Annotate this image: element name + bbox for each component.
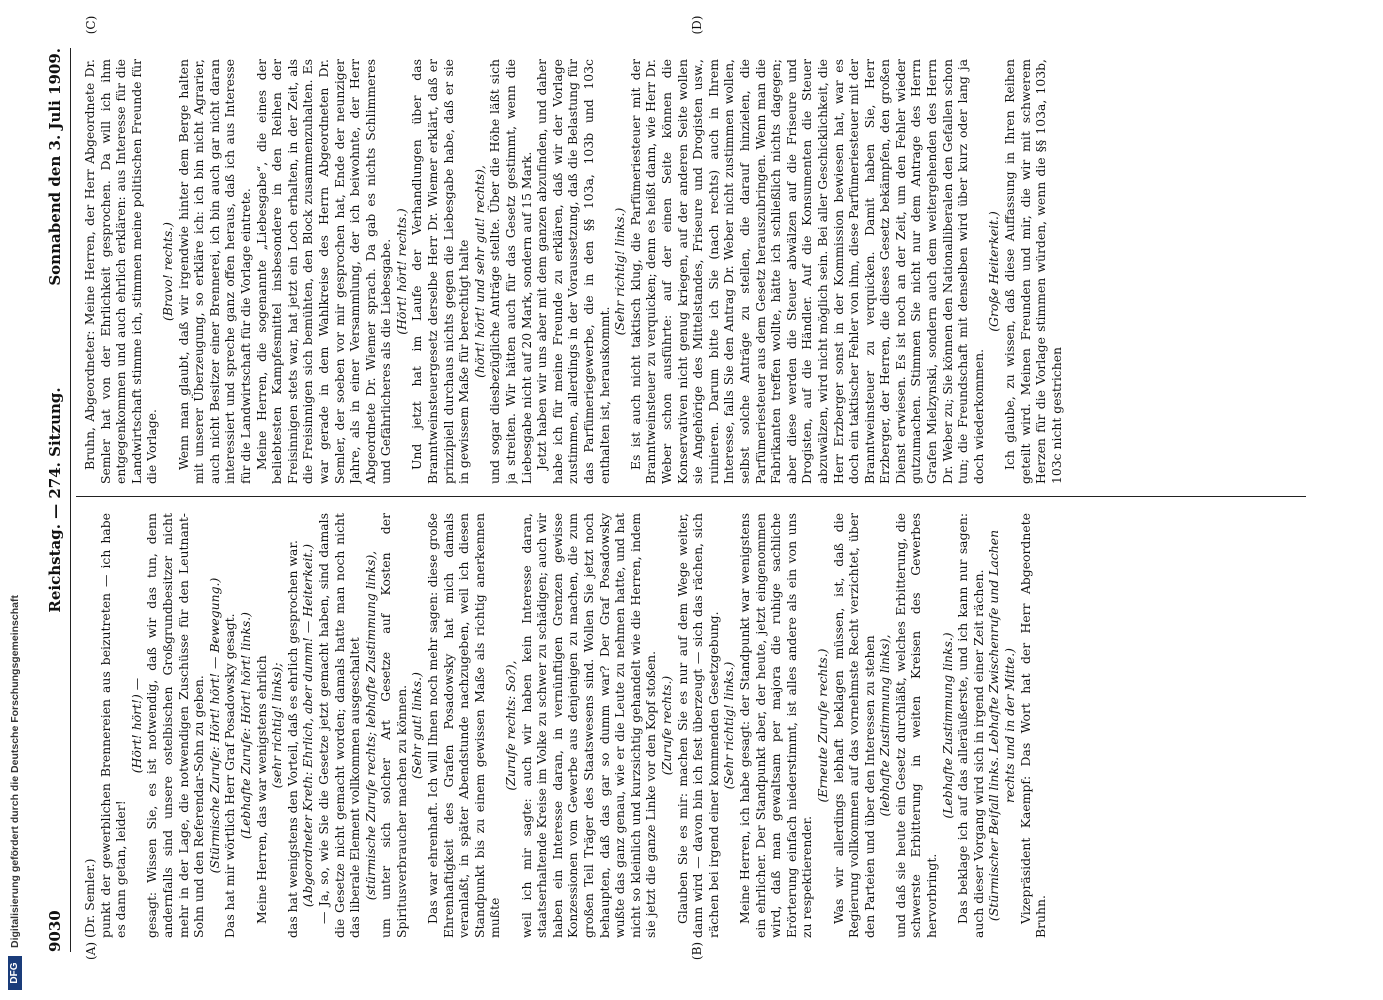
interjection: (Bravo! rechts.) [159, 222, 175, 321]
column-paragraph: (Dr. Semler.) [82, 858, 97, 938]
column-paragraph: Das beklage ich auf das alleräußerste, und ich kann nur sagen: auch dieser Vorgang wird sich in irgend einer Zeit rächen. [955, 513, 986, 938]
page-number: 9030 [46, 910, 64, 952]
column-paragraph: Wenn man glaubt, daß wir irgendwie hinter dem Berge halten mit unserer Überzeugung, so erkläre ich: ich bin nicht Agrarier, auch nicht Besitzer einer Brennerei, ich bin auch gar nicht daran interessiert und spreche ganz offen heraus, daß ich aus Interesse für die Landwirtschaft für die Vorlage eintrete. [175, 59, 253, 484]
interjection: (Lebhafte Zurufe: Hört! hört! links.) [237, 612, 253, 839]
column-paragraph: gesagt: Wissen Sie, es ist notwendig, daß wir das tun, denn andernfalls sind unsere ostelbischen Großgrundbesitzer nicht mehr in der Lage, die notwendigen Zuschüsse für den Leutnant-Sohn und den Referendar-Sohn zu geben. [144, 513, 207, 938]
interjection: (hört! hört! und sehr gut! rechts), [471, 165, 487, 378]
interjection: (Lebhafte Zustimmung links.) [939, 632, 955, 819]
interjection: (lebhafte Zustimmung links), [877, 634, 893, 817]
column-paragraph: Ich glaube, zu wissen, daß diese Auffassung in Ihren Reihen geteilt wird. Meinen Freunden und mir, die wir mit schwerem Herzen für die Vorlage stimmen würden, wenn die §§ 103a, 103b, 103c nicht gestrichen [1002, 59, 1064, 484]
column-paragraph: Glauben Sie es mir: machen Sie es nur auf dem Wege weiter, dann wird — davon bin ich fest überzeugt — sich das rächen, sich rächen bei irgend einer kommenden Gesetzgebung. [674, 513, 721, 938]
right-column [82, 59, 1302, 484]
column-paragraph: Meine Herren, ich habe gesagt: der Standpunkt war wenigstens ein ehrlicher. Der Standpunkt aber, der heute, jetzt eingenommen wird, daß man gewaltsam per majora die ruhige sachliche Erörterung einfach niederstimmt, ist alles andere als ein von uns zu respektierender. [736, 513, 815, 938]
interjection: (Zurufe rechts: So?), [503, 660, 519, 791]
page-date: Sonnabend den 3. Juli 1909. [46, 48, 64, 286]
column-paragraph: und sogar diesbezügliche Anträge stellte. Über die Höhe läßt sich ja streiten. Wir hätten auch für das Gesetz gestimmt, wenn die Liebesgabe nicht auf 20 Mark, sondern auf 15 Mark. [487, 59, 534, 484]
column-paragraph: Das war ehrenhaft. Ich will Ihnen noch mehr sagen: diese große Ehrenhaftigkeit des Grafen Posadowsky hat mich damals veranlaßt, in später Abendstunde nachzugeben, weil ich diesen Standpunkt bis zu einem gewissen Maße als richtig anerkennen mußte [425, 513, 503, 938]
interjection: (Sehr richtig! links.) [721, 661, 737, 790]
margin-mark-d: (D) [690, 15, 704, 35]
interjection: (Abgeordneter Kreth: Ehrlich, aber dumm! — Heiterkeit.) [300, 543, 316, 908]
dfg-logo: DFG [8, 956, 22, 990]
column-paragraph: Was wir allerdings lebhaft beklagen müssen, ist, daß die Regierung vollkommen auf das vornehmste Recht verzichtet, über den Parteien und über den Interessen zu stehen [830, 513, 877, 938]
column-paragraph: Vizepräsident Kaempf: Das Wort hat der Herr Abgeordnete Bruhn. [1017, 513, 1049, 938]
column-paragraph: um unter sich solcher Art Gesetze auf Kosten der Spiritusverbraucher machen zu können. [378, 513, 409, 938]
page-header [36, 48, 70, 952]
column-paragraph: Jetzt haben wir uns aber mit dem ganzen abzufinden, und daher habe ich für meine Freunde zu erklären, daß wir der Vorlage zustimmen, allerdings in der Voraussetzung, daß die Belastung für das Parfümeriegewerbe, die in den §§ 103a, 103b und 103c enthalten ist, herauskommt. [534, 59, 612, 484]
column-paragraph: das hat wenigstens den Vorteil, daß es ehrlich gesprochen war. [284, 540, 300, 938]
margin-mark-a: (A) [84, 941, 98, 961]
column-paragraph: und daß sie heute ein Gesetz durchläßt, welches Erbitterung, die schwerste Erbitterung in weiten Kreisen des Gewerbes hervorbringt. [892, 513, 940, 938]
digitization-note: Digitalisierung gefördert durch die Deutsche Forschungsgemeinschaft [9, 595, 21, 948]
column-paragraph: Das hat mir wörtlich Herr Graf Posadowsky gesagt. [222, 613, 238, 938]
interjection: (stürmische Zurufe rechts; lebhafte Zustimmung links), [362, 550, 378, 901]
interjection: (Erneute Zurufe rechts.) [814, 648, 830, 803]
interjection: (sehr richtig! links); [269, 662, 285, 789]
column-paragraph: punkt der gewerblichen Brennereien aus beizutreten — ich habe es dann getan, leider! [97, 513, 129, 938]
interjection: (Stürmische Zurufe: Hört! hört! — Bewegung.) [206, 577, 222, 874]
page-title: Reichstag. — 274. Sitzung. [46, 387, 64, 613]
column-paragraph: weil ich mir sagte: auch wir haben kein Interesse daran, staatserhaltende Kreise im Volke zu schwer zu schädigen; auch wir haben ein Interesse daran, in vernünftigen Grenzen gewisse Konzessionen vom Gewerbe aus denjenigen zu machen, die zum großen Teil Träger des Staatswesens sind. Wollen Sie jetzt noch behaupten, daß das gar so dumm war? Der Graf Posadowsky wußte das ganz genau, wie er die Leute zu nehmen hatte, und hat nicht so kleinlich und kurzsichtig gehandelt wie die Herren, indem sie jetzt die ganze Linke vor den Kopf stoßen. [518, 513, 659, 938]
interjection: (Stürmischer Beifall links. Lebhafte Zwischenrufe und Lachen rechts und in der Mitte.) [986, 529, 1018, 922]
column-paragraph: Und jetzt hat im Laufe der Verhandlungen über das Branntweinsteuergesetz derselbe Herr Dr. Wiemer erklärt, daß er prinzipiell durchaus nichts gegen die Liebesgabe habe, daß er sie in gewissem Maße für berechtigt halte [409, 59, 472, 484]
column-paragraph: — Ja, so, wie Sie die Gesetze jetzt gemacht haben, sind damals die Gesetze nicht gemacht worden; damals hatte man noch nicht das liberale Element vollkommen ausgeschaltet [315, 513, 363, 938]
header-rule [70, 48, 71, 952]
interjection: (Sehr gut! links.) [409, 672, 425, 779]
left-column [82, 513, 1302, 938]
margin-mark-c: (C) [84, 15, 98, 35]
interjection: (Hört! hört!) — [128, 677, 144, 774]
interjection: (Große Heiterkeit.) [986, 211, 1002, 332]
column-paragraph: Meine Herren, die sogenannte „Liebesgabe“, die eines der beliebtesten Kampfesmittel insbesondere in den Reihen der Freisinnigen stets war, hat jetzt ein Loch erhalten, in der Zeit, als die Freisinnigen sich bemühten, den Block zusammenzuhalten. Es war gerade in dem Wahlkreise des Herrn Abgeordneten Dr. Semler, der soeben vor mir gesprochen hat, Ende der neunziger Jahre, als in einer Versammlung, der ich beiwohnte, der Herr Abgeordnete Dr. Wiemer sprach. Da gab es nichts Schlimmeres und Gefährlicheres als die Liebesgabe. [253, 59, 394, 484]
interjection: (Sehr richtig! links.) [612, 207, 628, 336]
column-paragraph: Meine Herren, das war wenigstens ehrlich [253, 655, 269, 924]
column-paragraph: Es ist auch nicht taktisch klug, die Parfümeriesteuer mit der Branntweinsteuer zu verquicken; denn es heißt dann, wie Herr Dr. Weber schon ausführte: auf der einen Seite können die Konservativen nicht genug kriegen, auf der anderen Seite wollen sie Angehörige des Mittelstandes, Friseure und Drogisten usw., ruinieren. Darum bitte ich Sie (nach rechts) auch in Ihrem Interesse, falls Sie den Antrag Dr. Weber nicht zustimmen wollen, selbst solche Anträge zu stellen, die darauf hinzielen, die Parfümeriesteuer aus dem Gesetz herauszubringen. Wenn man die Fabrikanten treffen wollte, hätte ich schließlich nichts dagegen; aber diese werden die Steuer abwälzen auf die Friseure und Drogisten, auf die Händler. Auf die Konsumenten die Steuer abzuwälzen, wird nicht möglich sein. Bei aller Geschicklichkeit, die Herr Erzberger sonst in der Kommission bewiesen hat, war es doch ein taktischer Fehler von ihm, diese Parfümeriesteuer mit der Branntweinsteuer zu verquicken. Damit haben Sie, Herr Erzberger, der Herren, die dieses Gesetz bekämpfen, den großen Dienst erwiesen. Es ist noch an der Zeit, um den Fehler wieder gutzumachen. Stimmen Sie nicht nur dem Antrage des Herrn Grafen Mielzynski, sondern auch dem weitergehenden des Herrn Dr. Weber zu; Sie können den Nationalliberalen den Gefallen schon tun; die Freundschaft mit denselben wird über kurz oder lang ja doch wiederkommen. [627, 59, 986, 484]
column-paragraph: Bruhn, Abgeordneter: Meine Herren, der Herr Abgeordnete Dr. Semler hat von der Ehrlichkeit gesprochen. Da will ich ihm entgegenkommen und auch ehrlich erklären: aus Interesse für die Landwirtschaft stimme ich, stimmen meine politischen Freunde für die Vorlage. [82, 59, 160, 484]
interjection: (Zurufe rechts.) [658, 675, 674, 776]
interjection: (Hört! hört! rechts.) [393, 208, 409, 335]
margin-mark-b: (B) [690, 941, 704, 961]
column-divider [76, 496, 1306, 497]
